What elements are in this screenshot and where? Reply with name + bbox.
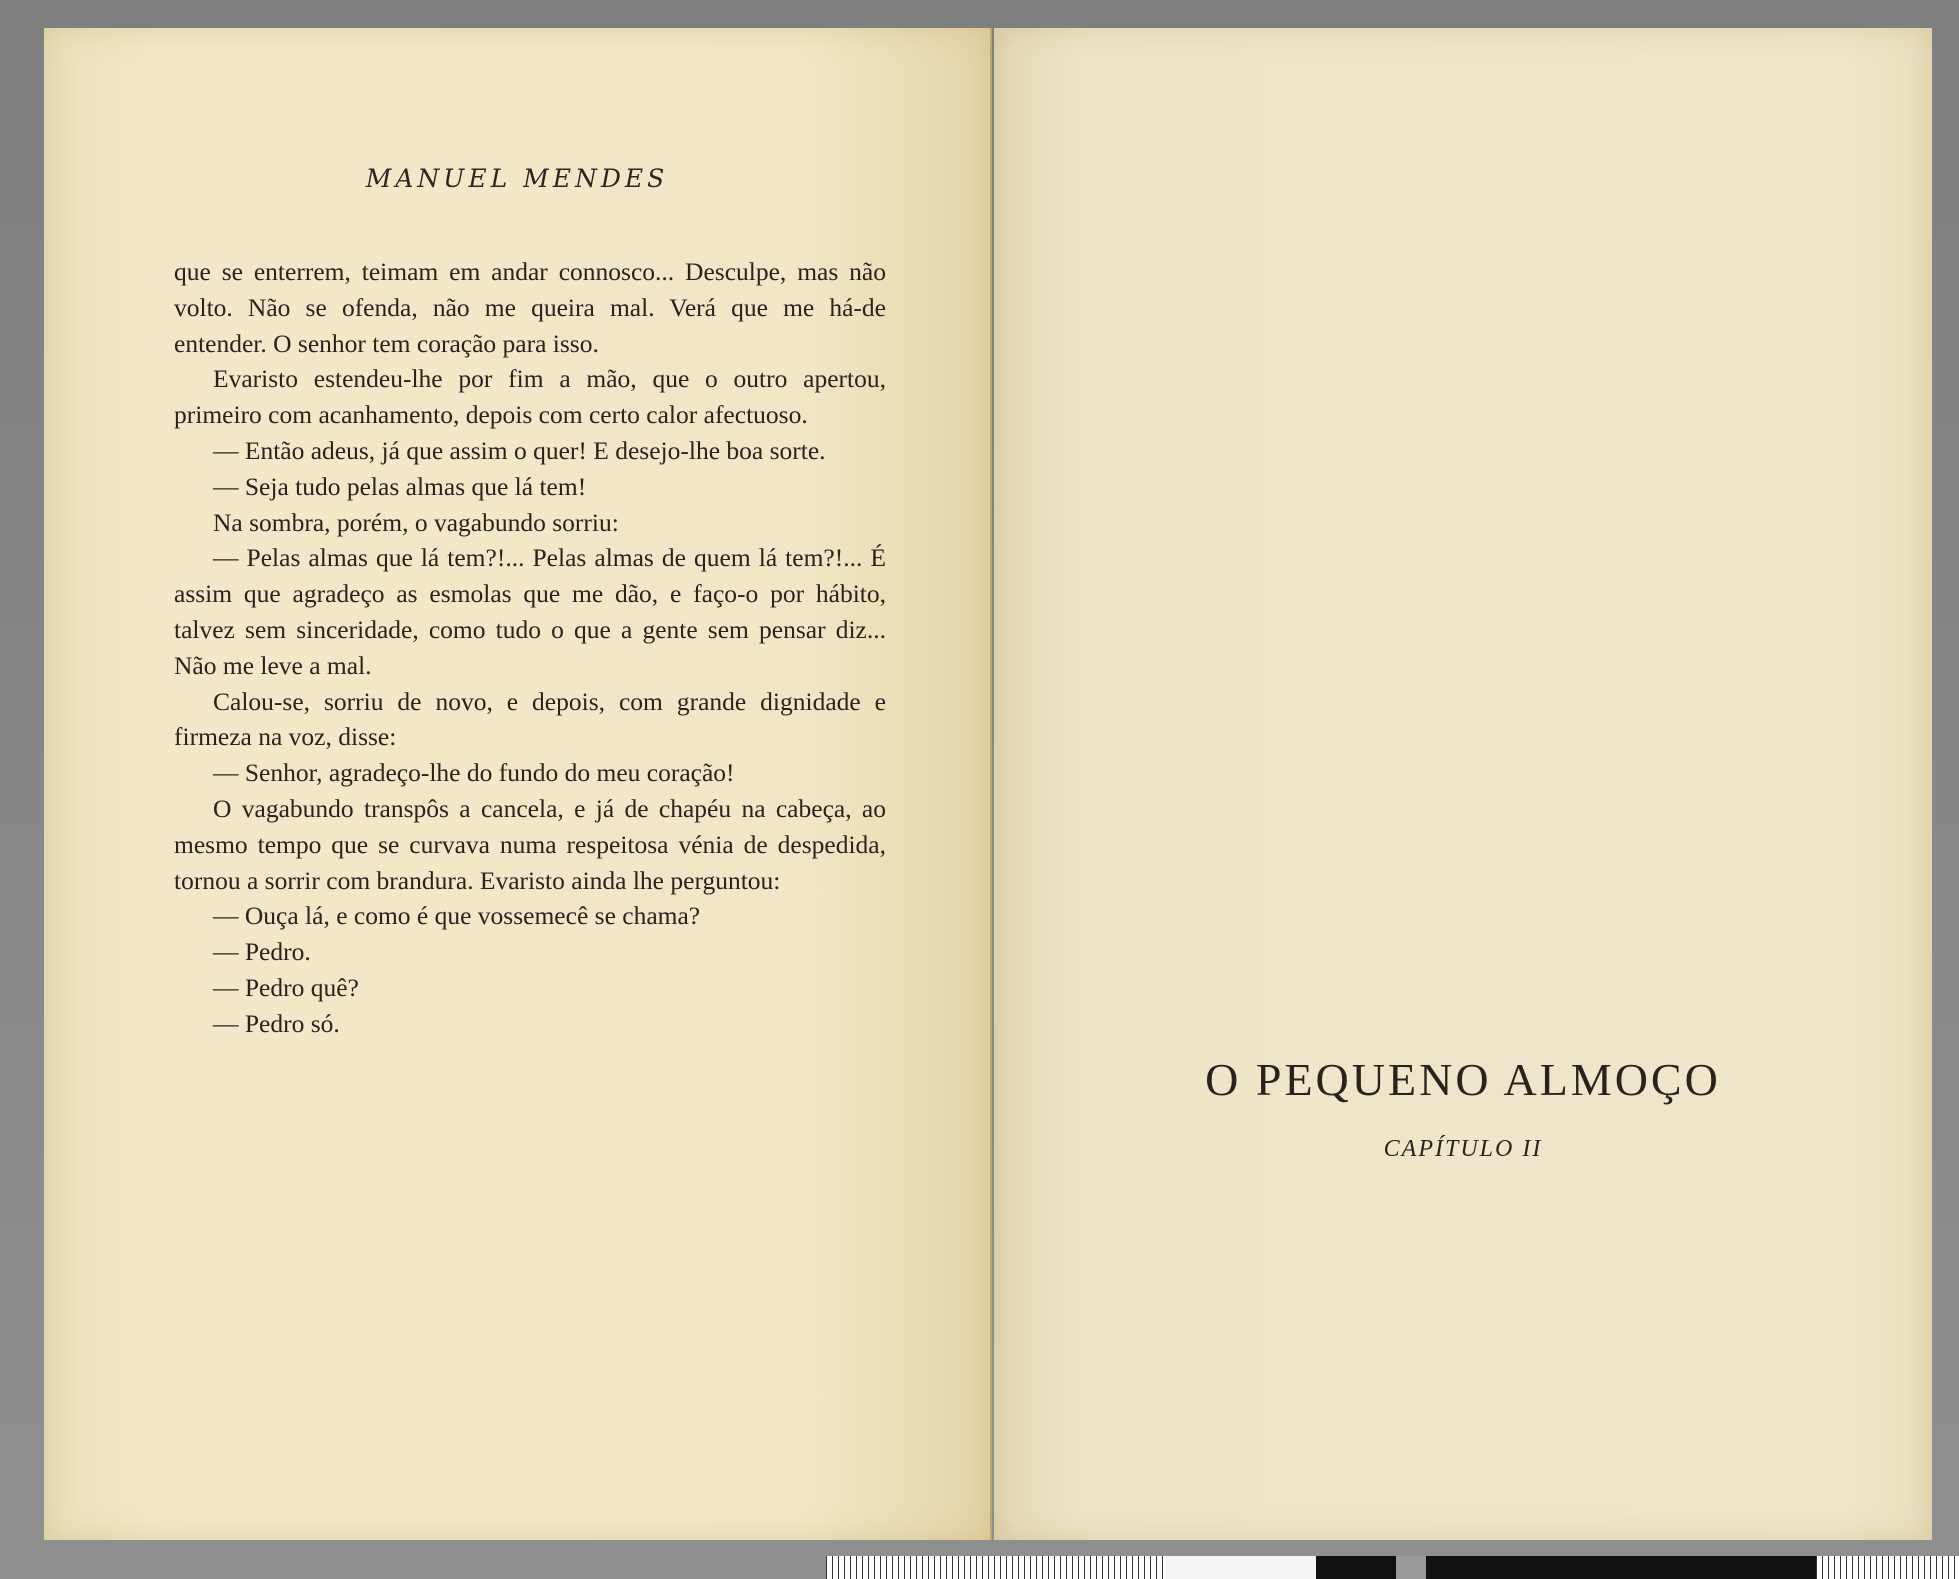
chapter-subtitle: CAPÍTULO II — [1383, 1136, 1543, 1162]
paragraph: — Pelas almas que lá tem?!... Pelas almas de quem lá tem?!... É assim que agradeço as esmolas que me dão, e faço-o por hábito, talvez sem sinceridade, como tudo o que a gente sem pensar diz... Não me leve a mal. — [174, 543, 886, 680]
body-text — [174, 254, 886, 1042]
ruler-white-block — [1166, 1556, 1316, 1579]
ruler-black-block — [1316, 1556, 1396, 1579]
running-head: MANUEL MENDES — [365, 164, 669, 193]
ruler-black-bar — [1426, 1556, 1816, 1579]
paragraph: que se enterrem, teimam em andar connosco... Desculpe, mas não volto. Não se ofenda, não me queira mal. Verá que me há-de entender. O senhor tem coração para isso. — [174, 257, 886, 358]
left-page — [44, 28, 992, 1540]
paragraph: — Pedro. — [213, 937, 311, 967]
paragraph: — Senhor, agradeço-lhe do fundo do meu coração! — [213, 758, 735, 788]
paragraph: Calou-se, sorriu de novo, e depois, com grande dignidade e firmeza na voz, disse: — [174, 686, 886, 752]
paragraph: Evaristo estendeu-lhe por fim a mão, que o outro apertou, primeiro com acanhamento, depois com certo calor afectuoso. — [174, 364, 886, 430]
paragraph: — Pedro quê? — [213, 972, 359, 1002]
chapter-title: O PEQUENO ALMOÇO — [1205, 1054, 1721, 1105]
paragraph: — Então adeus, já que assim o quer! E desejo-lhe boa sorte. — [213, 435, 826, 465]
ruler-grey-block — [1396, 1556, 1426, 1579]
paragraph: — Seja tudo pelas almas que lá tem! — [213, 471, 587, 501]
scale-ruler — [826, 1556, 1959, 1579]
paragraph: — Pedro só. — [213, 1008, 340, 1038]
paragraph: — Ouça lá, e como é que vossemecê se chama? — [213, 901, 701, 931]
paragraph: O vagabundo transpôs a cancela, e já de chapéu na cabeça, ao mesmo tempo que se curvava numa respeitosa vénia de despedida, tornou a sorrir com brandura. Evaristo ainda lhe perguntou: — [174, 793, 886, 895]
right-page — [994, 28, 1932, 1540]
paragraph: Na sombra, porém, o vagabundo sorriu: — [213, 507, 619, 537]
